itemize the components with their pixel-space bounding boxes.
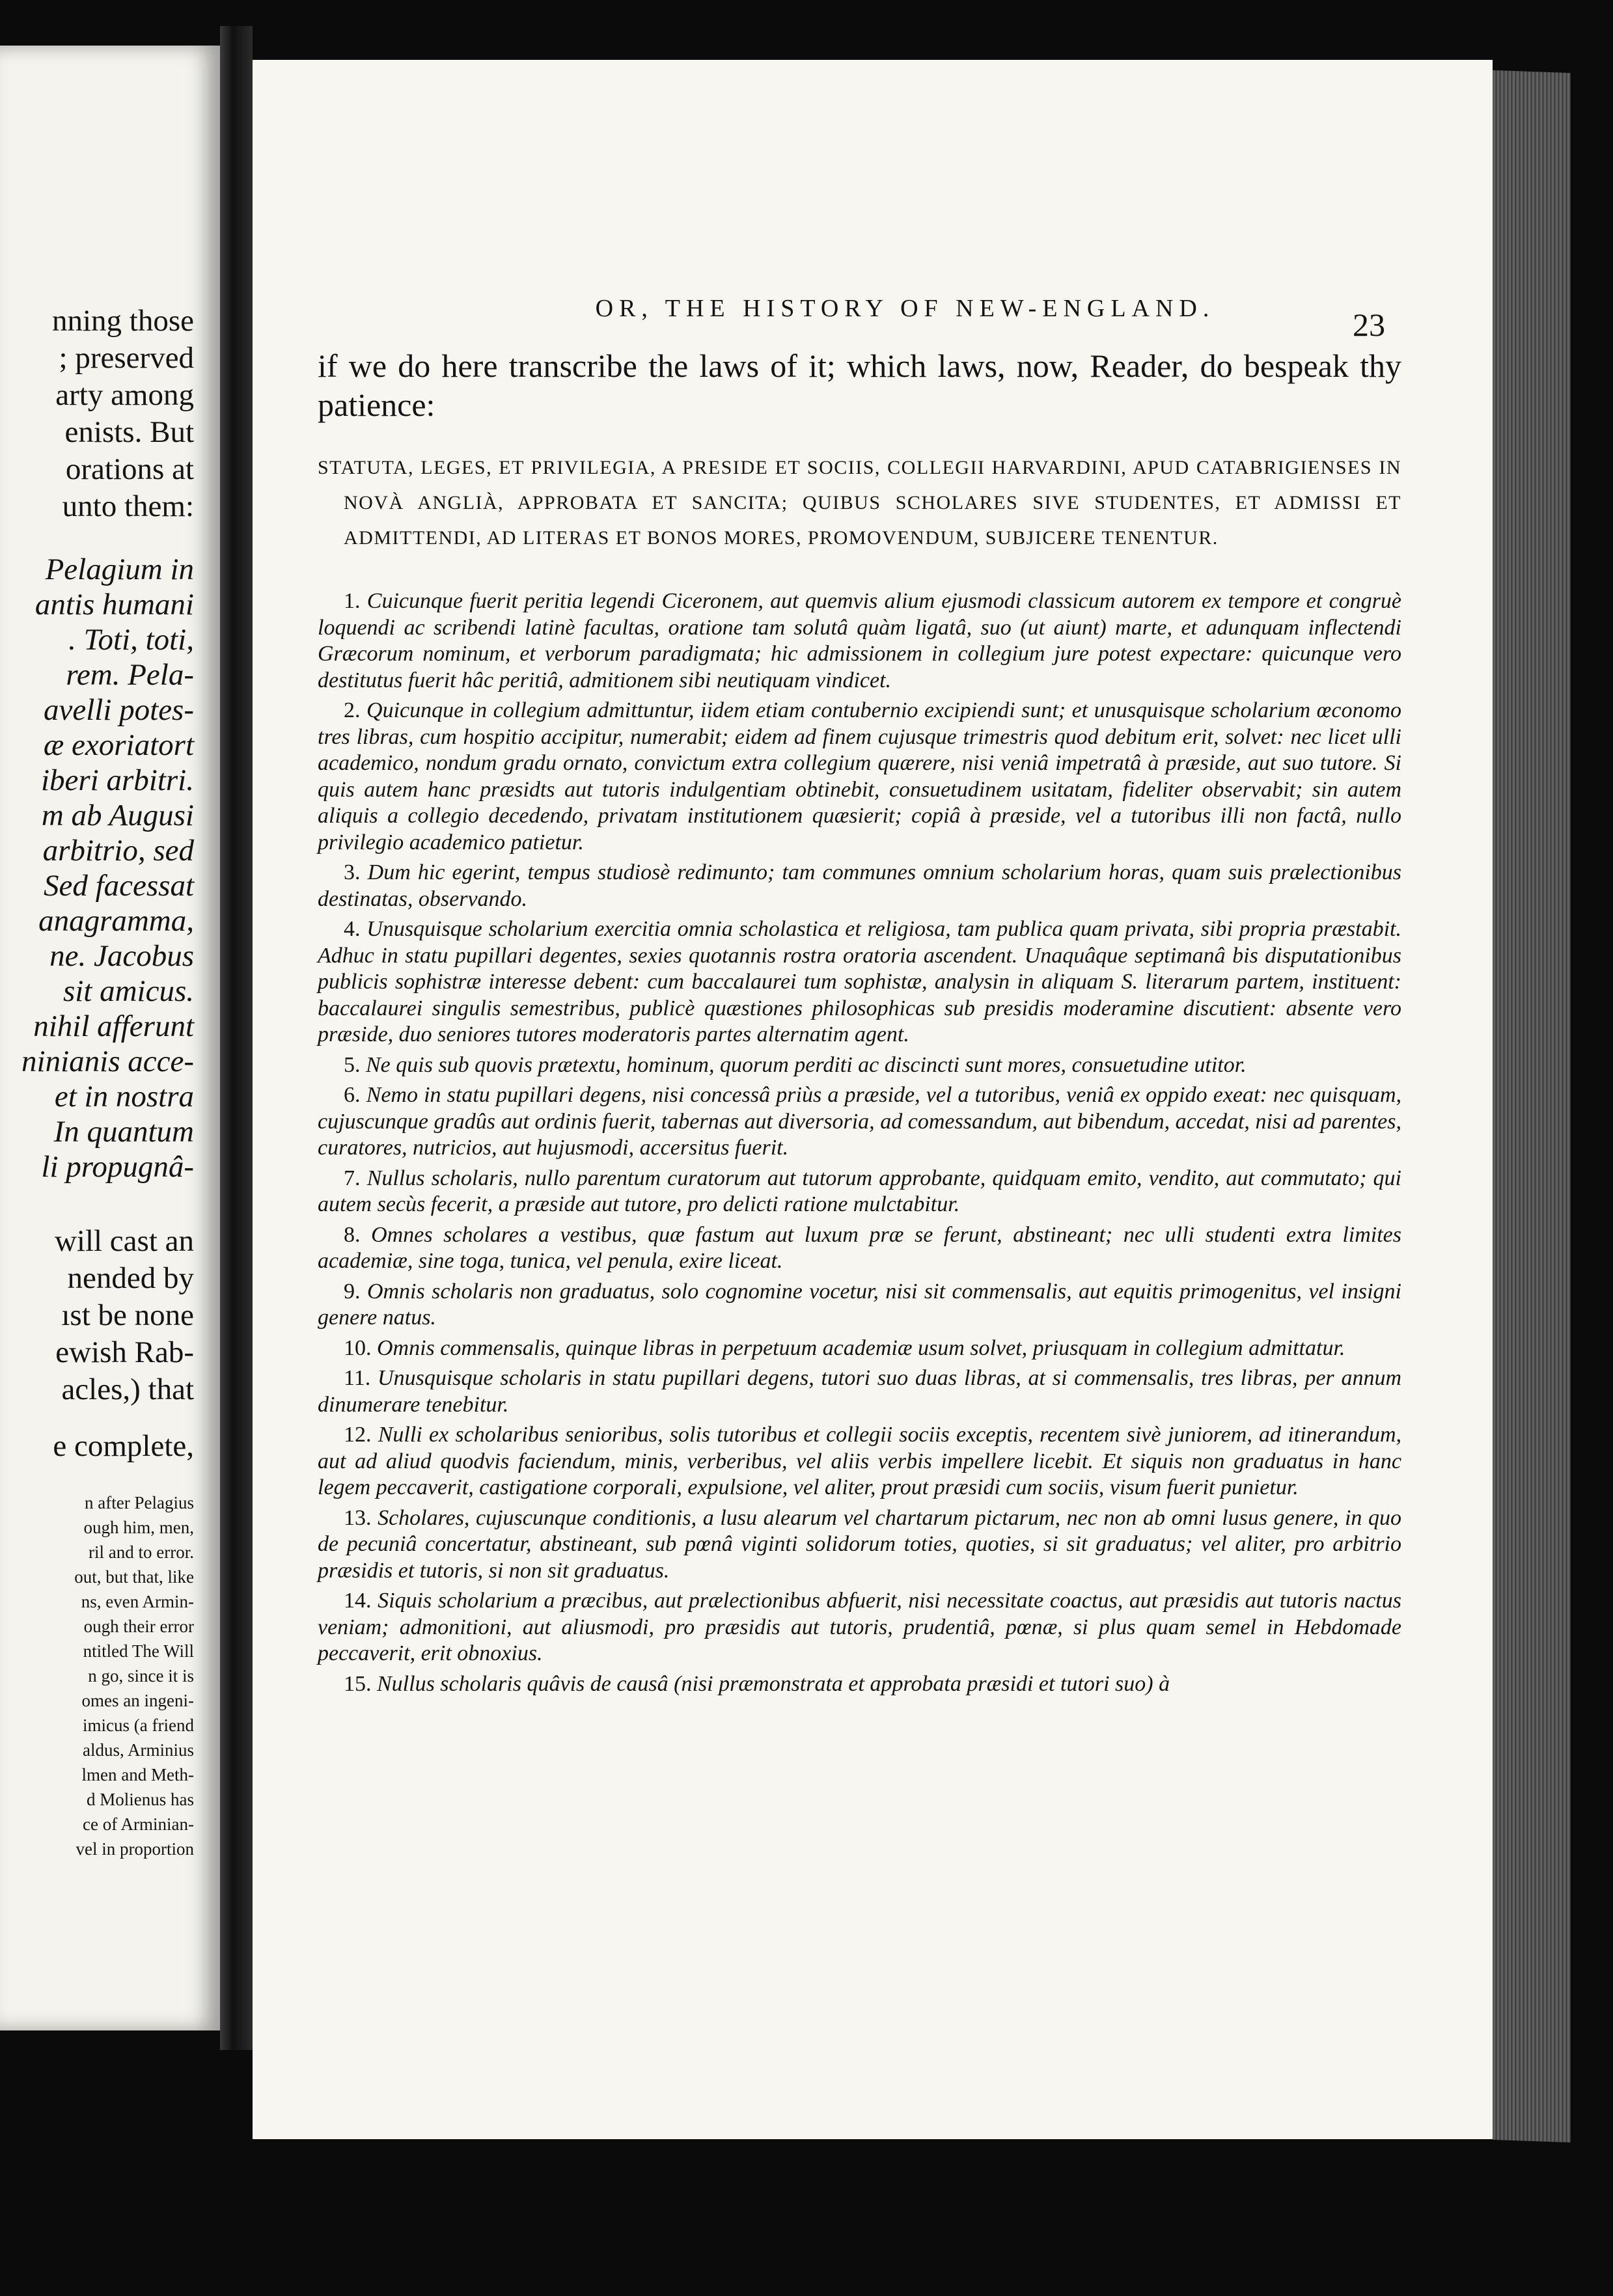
- facing-page-line: ns, even Armin-: [81, 1592, 194, 1611]
- facing-page-line: ough their error: [83, 1617, 194, 1636]
- law-number: 2.: [344, 698, 367, 722]
- facing-page-line: omes an ingeni-: [81, 1691, 194, 1710]
- facing-page-line: vel in proportion: [76, 1839, 194, 1859]
- facing-page-line: rem. Pela-: [66, 658, 194, 692]
- facing-page-line: acles,) that: [61, 1373, 194, 1406]
- law-paragraph: [318, 1279, 1401, 1332]
- statutes-heading: STATUTA, LEGES, ET PRIVILEGIA, A PRESIDE ET SOCIIS, COLLEGII HARVARDINI, APUD CATABRIGIENSES IN NOVÀ ANGLIÀ, APPROBATA ET SANCITA; QUIBUS SCHOLARES SIVE STUDENTES, ET ADMISSI ET ADMITTENDI, AD LITERAS ET BONOS MORES, PROMOVENDUM, SUBJICERE TENENTUR.: [318, 457, 1401, 549]
- law-text: Ne quis sub quovis prætextu, hominum, quorum perditi ac discincti sunt mores, consuetudine utitor.: [366, 1052, 1247, 1077]
- law-text: Nulli ex scholaribus senioribus, solis tutoribus et collegii sociis exceptis, recentem sivè juniorem, ad itinerandum, aut ad aliud quodvis faciendum, minis, verberibus, vel aliis verbis impellere licebit. Et siquis non graduatus in hanc legem peccaverit, castigatione corporali, expulsione, vel aliter, prout præsidi cum sociis, visum fuerit punietur.: [318, 1423, 1402, 1499]
- facing-page-line: ; preserved: [59, 341, 194, 375]
- facing-page-line: will cast an: [54, 1224, 194, 1258]
- facing-page-line: avelli potes-: [43, 693, 194, 727]
- law-number: 4.: [344, 917, 367, 941]
- running-head: OR, THE HISTORY OF NEW-ENGLAND.: [595, 295, 1215, 322]
- facing-page-line: arty among: [55, 378, 194, 412]
- law-number: 15.: [344, 1671, 377, 1696]
- facing-page-line: nning those: [51, 304, 194, 338]
- facing-page-line: ninianis acce-: [21, 1045, 194, 1078]
- law-paragraph: [318, 1052, 1401, 1079]
- law-number: 7.: [344, 1166, 367, 1190]
- facing-page-line: nihil afferunt: [33, 1009, 194, 1043]
- law-paragraph: [318, 916, 1401, 1048]
- book-page: [253, 60, 1493, 2139]
- law-number: 10.: [344, 1335, 377, 1360]
- facing-page-line: ıst be none: [61, 1298, 194, 1332]
- facing-page-line: arbitrio, sed: [42, 834, 194, 868]
- facing-page-line: et in nostra: [54, 1080, 194, 1114]
- law-text: Nullus scholaris quâvis de causâ (nisi præmonstrata et approbata præsidi et tutori suo) à: [377, 1671, 1170, 1696]
- facing-page-line: imicus (a friend: [83, 1715, 194, 1735]
- law-text: Unusquisque scholarium exercitia omnia scholastica et religiosa, tam publica quam privata, sibi propria præstabit. Adhuc in statu pupillari degentes, sexies quotannis rostra oratoria ascendent. Unaquâque septimanâ bis disputationibus publicis sophistræ interesse debent: cum baccalaurei tum sophistæ, analysin in aliquam S. literarum partem, instituent: baccalaurei singulis semestribus, publicè quæstiones philosophicas sub presidis moderamine discutient: absente vero præside, duo seniores tutores moderatoris partes alternatim agent.: [318, 917, 1401, 1046]
- law-text: Omnis scholaris non graduatus, solo cognomine vocetur, nisi sit commensalis, aut equitis primogenitus, vel insigni genere natus.: [318, 1279, 1402, 1330]
- facing-page-line: enists. But: [64, 415, 194, 449]
- facing-page-line: ough him, men,: [83, 1518, 194, 1537]
- law-number: 11.: [344, 1366, 378, 1390]
- law-number: 8.: [344, 1222, 372, 1247]
- page-edges: [1493, 70, 1571, 2142]
- law-paragraph: [318, 1671, 1401, 1698]
- law-paragraph: [318, 860, 1401, 912]
- law-paragraph: [318, 698, 1401, 856]
- laws-list: [318, 588, 1401, 1701]
- facing-page-line: . Toti, toti,: [68, 623, 194, 657]
- facing-page-line: m ab Augusi: [41, 799, 194, 832]
- facing-page-line: li propugnâ-: [41, 1150, 194, 1184]
- law-text: Cuicunque fuerit peritia legendi Ciceronem, aut quemvis alium ejusmodi classicum autorem ex tempore et congruè loquendi ac scribendi latinè facultas, oratione tam solutâ quàm ligatâ, suo (ut aiunt) marte, et adunquam inflectendi Græcorum nominum, et verborum paradigmata; hic admissionem in collegium jure potest expectare: quicunque vero destitutus fuerit hâc peritiâ, admitionem sibi neutiquam vindicet.: [318, 589, 1401, 692]
- facing-page-fragment: [0, 46, 220, 2030]
- facing-page-line: d Molienus has: [87, 1790, 194, 1809]
- facing-page-line: In quantum: [53, 1115, 194, 1149]
- facing-page-line: æ exoriatort: [43, 728, 194, 762]
- law-text: Dum hic egerint, tempus studiosè redimunto; tam communes omnium scholarium horas, quam suis prælectionibus destinatas, observando.: [318, 860, 1402, 911]
- law-paragraph: [318, 1588, 1401, 1667]
- facing-page-line: orations at: [65, 452, 194, 486]
- law-number: 3.: [344, 860, 368, 884]
- facing-page-line: sit amicus.: [62, 974, 194, 1008]
- law-number: 12.: [344, 1423, 378, 1447]
- law-paragraph: [318, 588, 1401, 694]
- law-number: 6.: [344, 1083, 366, 1107]
- law-number: 14.: [344, 1589, 378, 1613]
- law-paragraph: [318, 1365, 1401, 1418]
- book-gutter: [220, 26, 253, 2050]
- law-paragraph: [318, 1505, 1401, 1585]
- law-text: Siquis scholarium a præcibus, aut prælectionibus abfuerit, nisi necessitate coactus, aut præsidis aut tutoris nactus veniam; admonitioni, aut aliusmodi, pro præsidis aut tutoris, prudentiâ, pœnæ, si plus quam semel in Hebdomade peccaverit, erit obnoxius.: [318, 1589, 1401, 1665]
- law-paragraph: [318, 1222, 1401, 1275]
- facing-page-line: unto them:: [62, 489, 194, 523]
- law-number: 1.: [344, 589, 367, 613]
- facing-page-line: e complete,: [53, 1429, 194, 1463]
- facing-page-line: anagramma,: [38, 904, 194, 938]
- facing-page-line: antis humani: [34, 588, 194, 622]
- law-text: Nullus scholaris, nullo parentum curatorum aut tutorum approbante, quidquam emito, vendito, aut commutato; qui autem secùs fecerit, a præside aut tutore, pro delicti ratione mulctabitur.: [318, 1166, 1401, 1216]
- law-text: Omnes scholares a vestibus, quæ fastum aut luxum præ se ferunt, abstineant; nec ulli studenti extra limites academiæ, sine toga, tunica, vel penula, exire liceat.: [318, 1222, 1402, 1273]
- facing-page-line: out, but that, like: [74, 1567, 194, 1587]
- facing-page-line: n after Pelagius: [85, 1493, 194, 1512]
- law-number: 9.: [344, 1279, 367, 1304]
- law-number: 13.: [344, 1505, 378, 1530]
- law-paragraph: [318, 1166, 1401, 1218]
- facing-page-line: ril and to error.: [89, 1542, 194, 1562]
- law-text: Nemo in statu pupillari degens, nisi concessâ priùs a præside, vel a tutoribus, veniâ ex oppido exeat: nec quisquam, cujuscunque gradûs aut ordinis fuerit, tabernas aut diversoria, ad comessandum, aut bibendum, accedat, nisi ad parentes, curatores, nutricios, aut hujusmodi, accersitus fuerit.: [318, 1083, 1401, 1160]
- facing-page-line: aldus, Arminius: [82, 1740, 194, 1760]
- law-number: 5.: [344, 1052, 366, 1077]
- facing-page-line: ce of Arminian-: [83, 1814, 194, 1834]
- law-paragraph: [318, 1422, 1401, 1501]
- law-paragraph: [318, 1335, 1401, 1362]
- facing-page-line: ntitled The Will: [83, 1641, 194, 1661]
- facing-page-line: ne. Jacobus: [49, 939, 194, 973]
- facing-page-line: nended by: [67, 1261, 194, 1295]
- law-paragraph: [318, 1082, 1401, 1162]
- law-text: Scholares, cujuscunque conditionis, a lusu alearum vel chartarum pictarum, nec non ab omni lusus genere, in quo de pecuniâ concertatur, abstineant, sub pœnâ viginti solidorum toties, quoties, si sit graduatus; vel aliter, pro arbitrio præsidis et tutoris, si non sit graduatus.: [318, 1505, 1402, 1583]
- law-text: Quicunque in collegium admittuntur, iidem etiam contubernio excipiendi sunt; et unusquisque scholarium œconomo tres libras, cum hospitio accipitur, numerabit; eidem ad finem cujusque trimestris quod debitum erit, solvet: nec licet ulli academico, nondum gradu ornato, convictum extra collegium quærere, nisi veniâ impetratâ à præside, aut suo tutore. Si quis autem hanc præsidts aut tutoris indulgentiam obtinebit, consuetudinem usitatam, fideliter observabit; sin autem aliquis a collegio decedendo, privatam institutionem quæsierit; copiâ à præside, vel a tutoribus illi non factâ, nullo privilegio academico patietur.: [318, 698, 1402, 854]
- law-text: Unusquisque scholaris in statu pupillari degens, tutori suo duas libras, at si commensalis, tres libras, per annum dinumerare tenebitur.: [318, 1366, 1401, 1417]
- intro-paragraph: if we do here transcribe the laws of it; which laws, now, Reader, do bespeak thy patience:: [318, 348, 1401, 423]
- facing-page-line: iberi arbitri.: [40, 763, 194, 797]
- facing-page-line: lmen and Meth-: [81, 1765, 194, 1784]
- facing-page-line: ewish Rab-: [55, 1335, 194, 1369]
- law-text: Omnis commensalis, quinque libras in perpetuum academiæ usum solvet, priusquam in collegium admittatur.: [377, 1335, 1345, 1360]
- facing-page-line: Sed facessat: [43, 869, 194, 903]
- facing-page-line: Pelagium in: [45, 553, 194, 586]
- page-number: 23: [1353, 307, 1385, 343]
- facing-page-line: n go, since it is: [88, 1666, 194, 1686]
